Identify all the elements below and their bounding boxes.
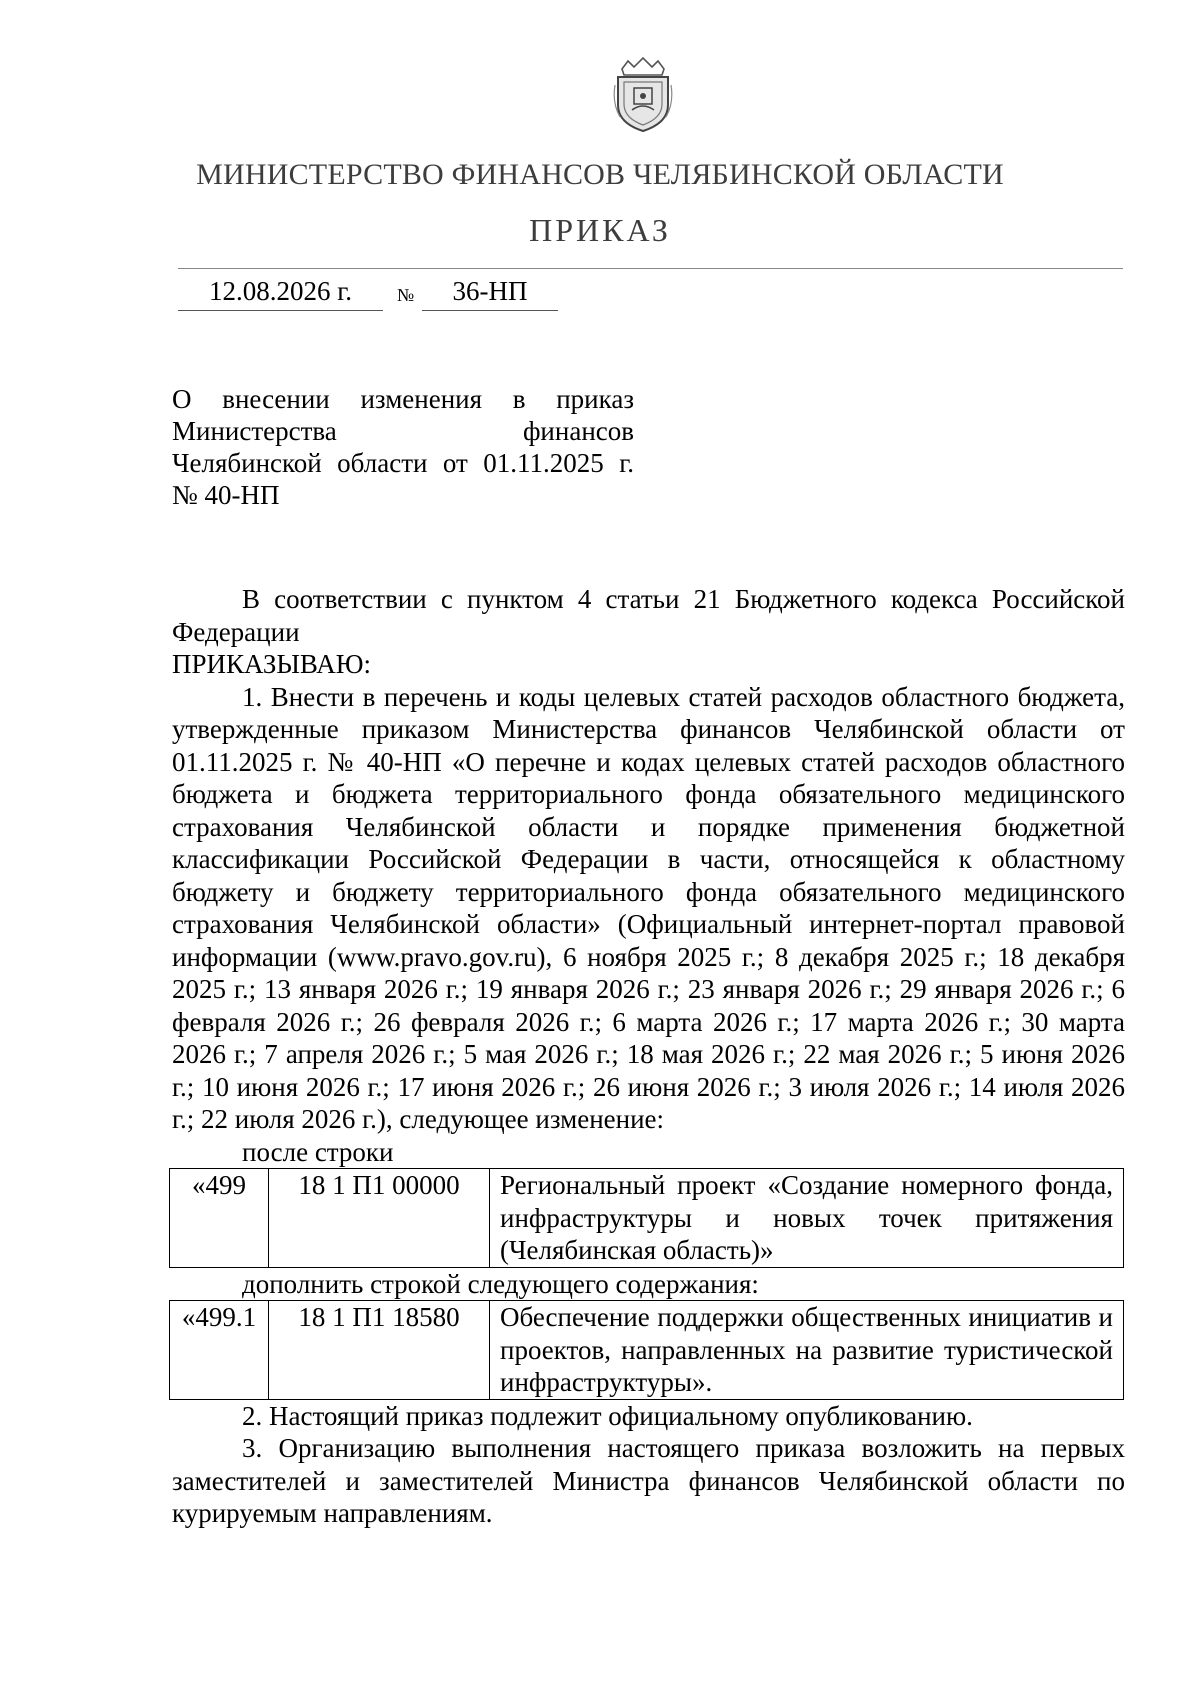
number-sign: № — [397, 285, 415, 305]
table-row — [170, 1301, 1124, 1400]
order-date: 12.08.2026 г. — [208, 276, 353, 306]
row-number-cell: «499 — [170, 1169, 269, 1268]
order-date-field — [178, 276, 383, 311]
document-type-title: ПРИКАЗ — [529, 212, 671, 248]
order-word: ПРИКАЗЫВАЮ: — [172, 649, 371, 679]
ministry-name: МИНИСТЕРСТВО ФИНАНСОВ ЧЕЛЯБИНСКОЙ ОБЛАСТИ — [196, 158, 1004, 191]
subject-line: Челябинской области от 01.11.2025 г. — [172, 448, 634, 478]
order-subject — [172, 383, 634, 511]
subject-line: № 40-НП — [172, 480, 280, 510]
preamble-paragraph: В соответствии с пунктом 4 статьи 21 Бюджетного кодекса Российской Федерации — [172, 584, 1125, 647]
table-row — [170, 1169, 1124, 1268]
item-1-paragraph: 1. Внести в перечень и коды целевых статей расходов областного бюджета, утвержденные приказом Министерства финансов Челябинской области от 01.11.2025 г. № 40-НП «О перечне и кодах целевых статей расходов областного бюджета и бюджета территориального фонда обязательного медицинского страхования Челябинской области и порядке применения бюджетной классификации Российской Федерации в части, относящейся к областному бюджету и бюджету территориального фонда обязательного медицинского страхования Челябинской области» (Официальный интернет-портал правовой информации (www.pravo.gov.ru), 6 ноября 2025 г.; 8 декабря 2025 г.; 18 декабря 2025 г.; 13 января 2026 г.; 19 января 2026 г.; 23 января 2026 г.; 29 января 2026 г.; 6 февраля 2026 г.; 26 февраля 2026 г.; 6 марта 2026 г.; 17 марта 2026 г.; 30 марта 2026 г.; 7 апреля 2026 г.; 5 мая 2026 г.; 18 мая 2026 г.; 22 мая 2026 г.; 5 июня 2026 г.; 10 июня 2026 г.; 17 июня 2026 г.; 26 июня 2026 г.; 3 июля 2026 г.; 14 июля 2026 г.; 22 июля 2026 г.), следующее изменение: — [172, 681, 1125, 1134]
row-text-cell: Обеспечение поддержки общественных инициатив и проектов, направленных на развитие туристической инфраструктуры». — [490, 1301, 1124, 1400]
order-body — [172, 583, 1125, 1530]
coat-of-arms-emblem — [612, 55, 674, 133]
row-code-cell: 18 1 П1 18580 — [269, 1301, 490, 1400]
order-number: 36-НП — [422, 276, 558, 311]
row-code-cell: 18 1 П1 00000 — [269, 1169, 490, 1268]
add-row-label: дополнить строкой следующего содержания: — [242, 1268, 759, 1299]
subject-line: О внесении изменения в приказ — [172, 384, 634, 414]
item-3-paragraph: 3. Организацию выполнения настоящего приказа возложить на первых заместителей и заместителей Министра финансов Челябинской области по курируемым направлениям. — [172, 1433, 1125, 1528]
row-text-cell: Региональный проект «Создание номерного фонда, инфраструктуры и новых точек притяжения (Челябинская область)» — [490, 1169, 1124, 1268]
header-divider — [178, 268, 1123, 269]
existing-row-table — [169, 1168, 1124, 1268]
subject-line: Министерства финансов — [172, 416, 634, 446]
item-2-paragraph: 2. Настоящий приказ подлежит официальному опубликованию. — [242, 1400, 973, 1431]
row-number-cell: «499.1 — [170, 1301, 269, 1400]
after-row-label: после строки — [242, 1136, 394, 1167]
new-row-table — [169, 1300, 1124, 1400]
